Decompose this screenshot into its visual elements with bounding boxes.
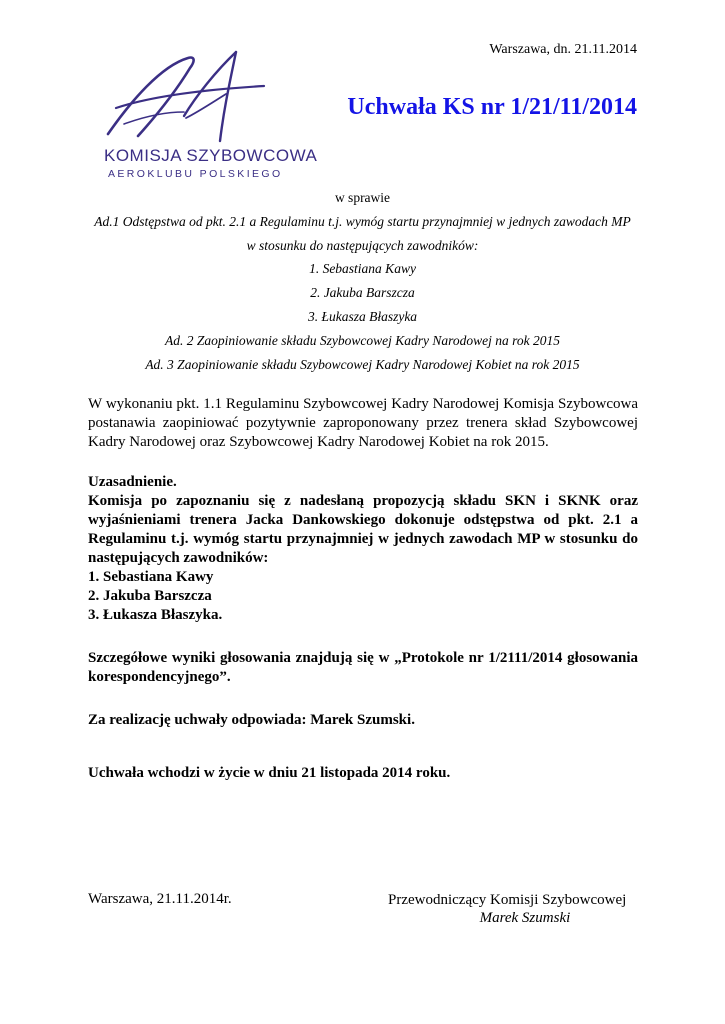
subject-ad2: Ad. 2 Zaopiniowanie składu Szybowcowej Kadry Narodowej na rok 2015 [165, 332, 560, 348]
header-place-date: Warszawa, dn. 21.11.2014 [489, 42, 637, 57]
logo-text-line1: KOMISJA SZYBOWCOWA [104, 146, 318, 165]
subject-ad3: Ad. 3 Zaopiniowanie składu Szybowcowej Kadry Narodowej Kobiet na rok 2015 [145, 356, 580, 372]
subject-ad1-continuation: w stosunku do następujących zawodników: [246, 237, 479, 253]
subject-name-3: 3. Łukasza Błaszyka [307, 308, 418, 324]
document-title: Uchwała KS nr 1/21/11/2014 [347, 94, 637, 120]
chair-title: Przewodniczący Komisji Szybowcowej [388, 892, 627, 908]
justification-name-3: 3. Łukasza Błaszyka. [88, 607, 223, 623]
subject-block [0, 186, 725, 376]
komisja-szybowcowa-logo [86, 46, 318, 188]
glider-signature-logo-icon [86, 46, 286, 146]
effective-date: Uchwała wchodzi w życie w dniu 21 listopada 2014 roku. [88, 765, 451, 781]
responsible-person: Za realizację uchwały odpowiada: Marek Szumski. [88, 712, 415, 728]
logo-text-line2: AEROKLUBU POLSKIEGO [108, 168, 283, 180]
chair-name: Marek Szumski [479, 910, 571, 926]
justification-name-1: 1. Sebastiana Kawy [88, 569, 214, 585]
justification-text: Komisja po zapoznaniu się z nadesłaną propozycją składu SKN i SKNK oraz wyjaśnieniami trenera Jacka Dankowskiego dokonuje odstępstwa od pkt. 2.1 a Regulaminu t.j. wymóg startu przynajmniej w jednych zawodach MP w stosunku do następujących zawodników: [88, 493, 638, 566]
justification-heading: Uzasadnienie. [88, 474, 177, 490]
justification-name-2: 2. Jakuba Barszcza [88, 588, 212, 604]
subject-ad1: Ad.1 Odstępstwa od pkt. 2.1 a Regulaminu t.j. wymóg startu przynajmniej w jednych zawodach MP [94, 213, 631, 229]
footer-place-date: Warszawa, 21.11.2014r. [88, 891, 232, 907]
chair-signature [388, 891, 626, 927]
voting-details: Szczegółowe wyniki głosowania znajdują się w „Protokole nr 1/2111/2014 głosowania korespondencyjnego”. [88, 650, 638, 685]
justification-section [88, 473, 638, 625]
subject-intro: w sprawie [334, 190, 391, 205]
subject-name-1: 1. Sebastiana Kawy [309, 261, 416, 277]
subject-name-2: 2. Jakuba Barszcza [310, 285, 415, 301]
resolution-paragraph: W wykonaniu pkt. 1.1 Regulaminu Szybowcowej Kadry Narodowej Komisja Szybowcowa postanawia zaopiniować pozytywnie zaproponowany przez trenera skład Szybowcowej Kadry Narodowej oraz Szybowcowej Kadry Narodowej Kobiet na rok 2015. [88, 396, 638, 450]
